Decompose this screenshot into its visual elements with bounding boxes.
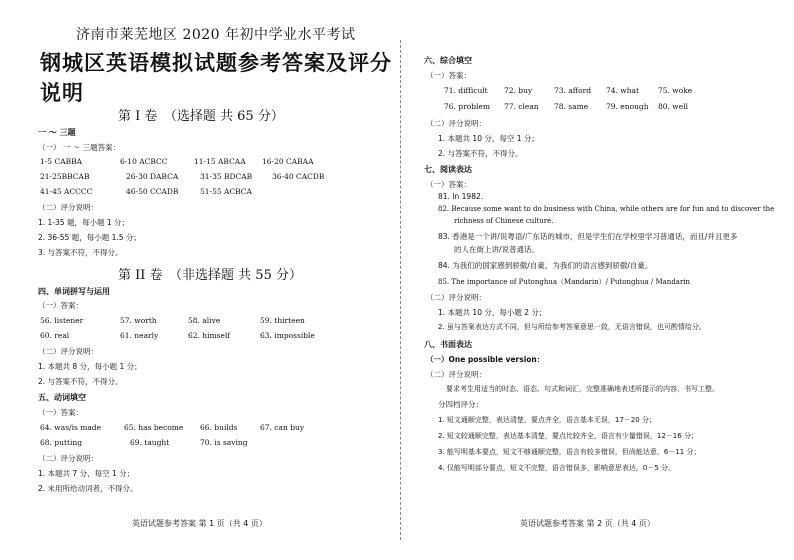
answer-group: 21-25BBCAB [40,172,90,181]
score-note: 2. 虽与答案表达方式不同，但与所给参考答案意思一致，无语言错误，也可酌情给分。 [438,323,706,331]
part-4-answers-heading: （一）答案： [38,301,83,310]
answer-item: 80. well [658,102,688,111]
answer-item: 72. buy [504,86,533,95]
answer-group: 6-10 ACBCC [120,157,168,166]
part-6-heading: 六、综合填空 [424,56,472,65]
score-note: 2. 未用所给动词者，不得分。 [38,484,138,493]
volume-1-title: 第 I 卷 （选择题 共 65 分） [118,109,284,124]
answer-item: 77. clean [504,102,539,111]
footer-page-1: 英语试题参考答案 第 1 页（共 4 页） [132,519,267,528]
answer-item: 64. was/is made [40,423,102,432]
answer-group: 51-55 ACBCA [200,187,252,196]
answer-group: 1-5 CABBA [40,157,83,166]
part-8-heading: 八、书面表达 [424,340,472,349]
answer-item: 70. is saving [200,438,248,447]
page-divider [400,40,401,540]
score-note: 3. 与答案不符，不得分。 [38,248,123,257]
answer-item: 63. impossible [260,331,315,340]
part-4-score-heading: （二）评分说明： [38,347,98,356]
answer-item: 69. taught [130,438,170,447]
answer-item: 75. woke [658,86,693,95]
part-8-levels-intro: 分四档评分： [438,400,483,409]
answer-group: 41-45 ACCCC [40,187,93,196]
footer-page-2: 英语试题参考答案 第 2 页（共 4 页） [520,519,655,528]
score-note: 1. 本题共 10 分，每小题 2 分； [438,308,547,317]
answer-82-line-1: 82. Because some want to do business with China, while others are for fun and to discover the [438,205,775,213]
score-note: 1. 本题共 7 分，每空 1 分； [38,469,135,478]
answer-83-line-1: 83. 香港是一个讲/说粤语/广东话的城市，但是学生们在学校里学习普通话，而且/并且更多 [438,232,738,241]
answer-group: 31-35 BDCAB [200,172,253,181]
answer-83-line-2: 的人在街上讲/说普通话。 [454,245,540,254]
part-6-answers-heading: （一）答案： [426,71,471,80]
score-note: 2. 与答案不符，不得分。 [438,149,523,158]
score-note: 1. 本题共 8 分，每小题 1 分； [38,362,142,371]
answer-item: 62. himself [188,331,231,340]
answer-item: 59. thirteen [260,316,305,325]
answer-item: 79. enough [606,102,649,111]
part-5-heading: 五、动词填空 [38,393,86,402]
score-level: 3. 能写明基本要点，短文不够通顺完整，语言有较多错误，但尚能达意，6－11 分； [438,448,701,456]
part-8-possible-version: （一）One possible version： [426,355,545,364]
answer-item: 60. real [40,331,70,340]
part-4-heading: 四、单词拼写与运用 [38,287,110,296]
score-note: 1. 1-35 题，每小题 1 分； [38,218,129,227]
answer-item: 73. afford [554,86,592,95]
answer-item: 58. alive [188,316,221,325]
volume-2-title: 第 II 卷 （非选择题 共 55 分） [118,268,302,283]
part-5-answers-heading: （一）答案： [38,408,83,417]
score-level: 4. 仅能写明部分要点，短文不完整，语言错误多，影响意思表达，0－5 分。 [438,464,676,472]
answer-item: 57. worth [120,316,157,325]
main-title: 钢城区英语模拟试题参考答案及评分说明 [40,51,392,105]
answer-82-line-2: richness of Chinese culture. [454,217,554,225]
part-1-3-score-heading: （二）评分说明： [38,203,98,212]
answer-item: 74. what [606,86,640,95]
answer-group: 26-30 DABCA [126,172,179,181]
answer-item: 68. putting [40,438,83,447]
part-6-score-heading: （二）评分说明： [426,119,486,128]
answer-item: 78. same [554,102,589,111]
answer-84: 84. 为我们的国家感到骄傲/自豪，为我们的语言感到骄傲/自豪。 [438,261,653,270]
exam-title: 济南市莱芜地区 2020 年初中学业水平考试 [76,27,356,43]
part-8-requirement: 要求考生用适当的时态、语态、句式和词汇，完整准确地表述所提示的内容，书写工整。 [446,385,719,393]
part-5-score-heading: （二）评分说明： [38,454,98,463]
score-note: 1. 本题共 10 分，每空 1 分； [438,134,539,143]
part-1-3-answers-heading: （一） 一 ～ 三题答案： [38,143,121,152]
answer-item: 61. nearly [120,331,159,340]
part-7-score-heading: （二）评分说明： [426,293,486,302]
part-7-heading: 七、阅读表达 [424,165,472,174]
answer-85: 85. The importance of Putonghua（Mandarin）/ Putonghua / Mandarin [438,278,691,286]
answer-item: 66. builds [200,423,238,432]
answer-group: 46-50 CCADB [126,187,179,196]
answer-group: 36-40 CACDB [272,172,325,181]
answer-group: 16-20 CABAA [262,157,314,166]
score-level: 2. 短文较通顺完整，表达基本清楚，要点比较齐全，语言有少量错误，12－16 分； [438,432,698,440]
score-note: 2. 36-55 题，每小题 1.5 分； [38,233,141,242]
part-8-score-heading: （二）评分说明： [426,370,486,379]
part-7-answers-heading: （一）答案： [426,180,471,189]
part-1-3-heading: 一 ～ 三题 [38,128,76,137]
answer-item: 76. problem [444,102,490,111]
answer-item: 65. has become [124,423,184,432]
answer-item: 67. can buy [260,423,305,432]
answer-item: 56. listener [40,316,84,325]
score-note: 2. 与答案不符，不得分。 [38,377,123,386]
answer-81: 81. In 1982. [438,192,484,201]
answer-group: 11-15 ABCAA [194,157,246,166]
answer-item: 71. difficult [444,86,488,95]
score-level: 1. 短文通顺完整，表达清楚，要点齐全，语言基本无误，17－20 分； [438,416,656,424]
